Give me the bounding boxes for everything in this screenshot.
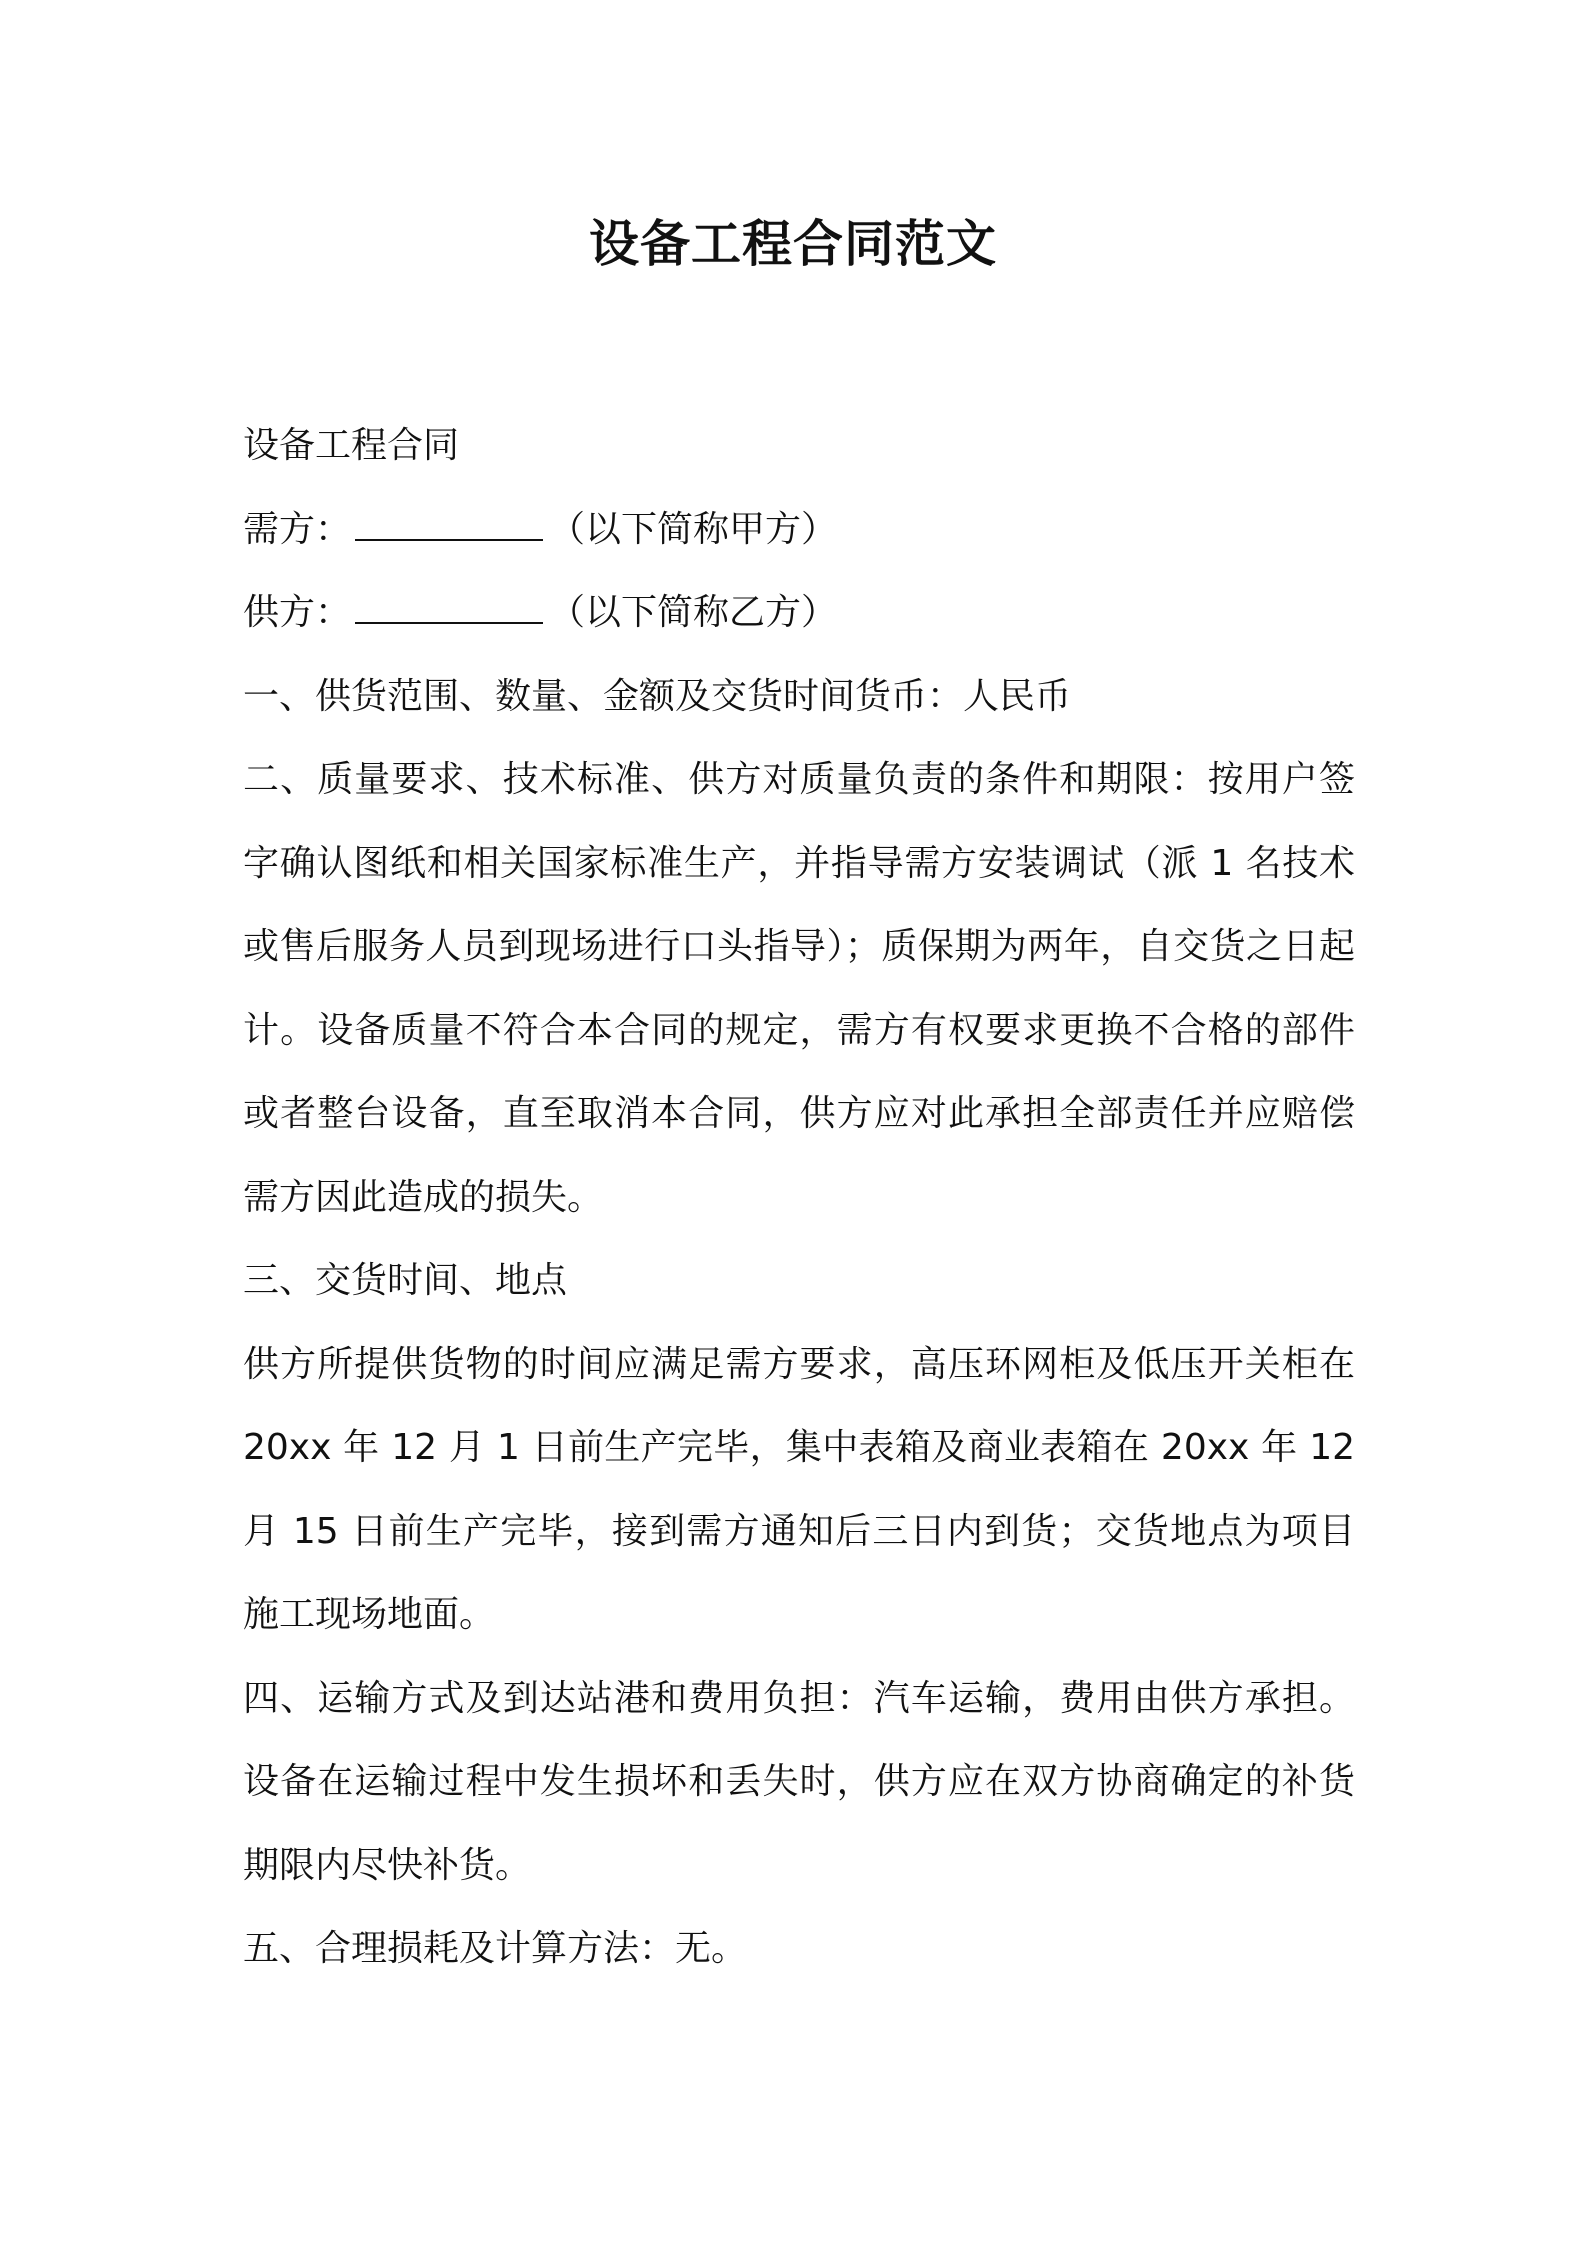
document-title: 设备工程合同范文 <box>589 215 997 273</box>
buyer-label: 需方： <box>243 508 352 550</box>
document-body <box>243 404 1355 1991</box>
section-5: 五、合理损耗及计算方法：无。 <box>243 1928 748 1969</box>
seller-label: 供方： <box>243 592 352 633</box>
section-3-body: 供方所提供货物的时间应满足需方要求，高压环网柜及低压开关柜在 20xx 年 12 月 1 日前生产完毕，集中表箱及商业表箱在 20xx 年 12 月 15 日前生产完毕，接到需方通知后三日内到货；交货地点为项目施工现场地面。 <box>243 1343 1355 1635</box>
buyer-line <box>243 488 1355 572</box>
seller-note: （以下简称乙方） <box>549 592 838 633</box>
section-1: 一、供货范围、数量、金额及交货时间货币：人民币 <box>243 675 1072 717</box>
section-3-heading: 三、交货时间、地点 <box>243 1260 568 1301</box>
buyer-blank-underline <box>355 509 543 541</box>
contract-name: 设备工程合同 <box>243 425 460 466</box>
seller-blank-underline <box>355 592 543 624</box>
section-4: 四、运输方式及到达站港和费用负担：汽车运输，费用由供方承担。设备在运输过程中发生损坏和丢失时，供方应在双方协商确定的补货期限内尽快补货。 <box>243 1677 1355 1886</box>
buyer-note: （以下简称甲方） <box>549 508 838 550</box>
seller-line <box>243 571 1355 655</box>
section-2: 二、质量要求、技术标准、供方对质量负责的条件和期限：按用户签字确认图纸和相关国家标准生产，并指导需方安装调试（派 1 名技术或售后服务人员到现场进行口头指导）；质保期为两年，自交货之日起计。设备质量不符合本合同的规定，需方有权要求更换不合格的部件或者整台设备，直至取消本合同，供方应对此承担全部责任并应赔偿需方因此造成的损失。 <box>243 759 1355 1218</box>
